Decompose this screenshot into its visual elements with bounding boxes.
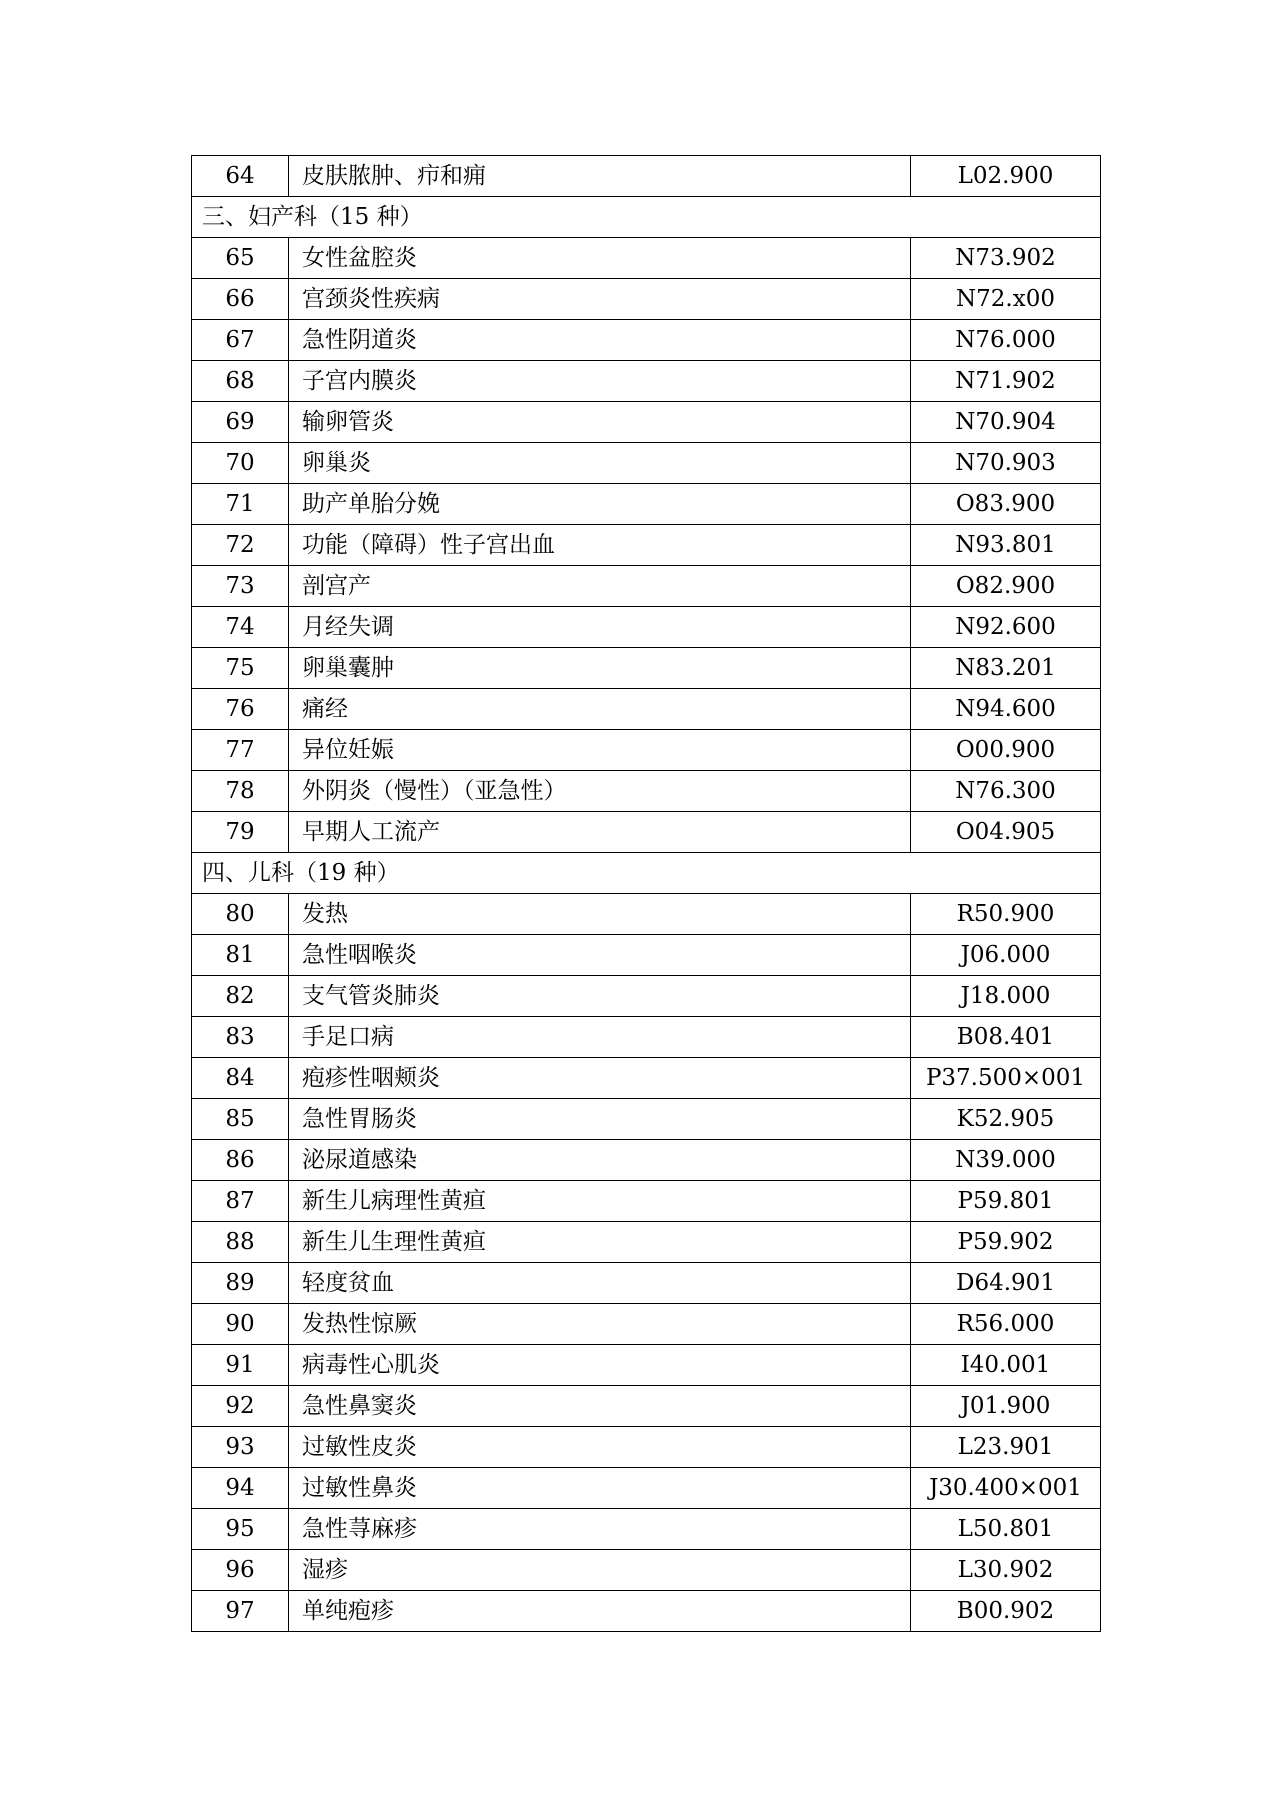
disease-code: N76.000 [911,320,1101,361]
disease-name: 皮肤脓肿、疖和痈 [289,156,911,197]
table-row [192,1509,1101,1550]
row-number: 84 [192,1058,289,1099]
disease-name: 子宫内膜炎 [289,361,911,402]
row-number: 75 [192,648,289,689]
disease-name: 急性胃肠炎 [289,1099,911,1140]
disease-name: 宫颈炎性疾病 [289,279,911,320]
section-row [192,853,1101,894]
disease-name: 月经失调 [289,607,911,648]
disease-code: N70.904 [911,402,1101,443]
table-row [192,607,1101,648]
table-row [192,771,1101,812]
disease-code: L50.801 [911,1509,1101,1550]
disease-name: 支气管炎肺炎 [289,976,911,1017]
disease-code: R56.000 [911,1304,1101,1345]
table-row [192,238,1101,279]
table-row [192,894,1101,935]
disease-name: 急性咽喉炎 [289,935,911,976]
disease-code: O04.905 [911,812,1101,853]
row-number: 72 [192,525,289,566]
table-row [192,1386,1101,1427]
disease-name: 发热 [289,894,911,935]
disease-name: 过敏性鼻炎 [289,1468,911,1509]
section-heading: 四、儿科（19 种） [192,853,1101,894]
disease-name: 手足口病 [289,1017,911,1058]
row-number: 68 [192,361,289,402]
table-row [192,402,1101,443]
row-number: 92 [192,1386,289,1427]
disease-code: N76.300 [911,771,1101,812]
disease-code: O00.900 [911,730,1101,771]
table-row [192,361,1101,402]
disease-code: P59.902 [911,1222,1101,1263]
row-number: 70 [192,443,289,484]
disease-name: 过敏性皮炎 [289,1427,911,1468]
row-number: 64 [192,156,289,197]
disease-code: N71.902 [911,361,1101,402]
disease-code: N92.600 [911,607,1101,648]
disease-name: 外阴炎（慢性）（亚急性） [289,771,911,812]
table-row [192,156,1101,197]
disease-name: 轻度贫血 [289,1263,911,1304]
disease-code: O82.900 [911,566,1101,607]
disease-name: 剖宫产 [289,566,911,607]
disease-name: 异位妊娠 [289,730,911,771]
row-number: 78 [192,771,289,812]
disease-code: K52.905 [911,1099,1101,1140]
table-row [192,443,1101,484]
disease-code: J18.000 [911,976,1101,1017]
row-number: 85 [192,1099,289,1140]
row-number: 73 [192,566,289,607]
row-number: 81 [192,935,289,976]
table-row [192,935,1101,976]
disease-code: B08.401 [911,1017,1101,1058]
row-number: 83 [192,1017,289,1058]
disease-code: L30.902 [911,1550,1101,1591]
row-number: 71 [192,484,289,525]
row-number: 82 [192,976,289,1017]
row-number: 77 [192,730,289,771]
disease-code: N73.902 [911,238,1101,279]
table-row [192,1222,1101,1263]
row-number: 91 [192,1345,289,1386]
disease-name: 新生儿病理性黄疸 [289,1181,911,1222]
disease-name: 新生儿生理性黄疸 [289,1222,911,1263]
disease-name: 女性盆腔炎 [289,238,911,279]
disease-name: 卵巢炎 [289,443,911,484]
table-row [192,1345,1101,1386]
row-number: 94 [192,1468,289,1509]
section-row [192,197,1101,238]
disease-name: 急性鼻窦炎 [289,1386,911,1427]
table-row [192,525,1101,566]
table-row [192,484,1101,525]
table-row [192,1140,1101,1181]
row-number: 97 [192,1591,289,1632]
table-row [192,1591,1101,1632]
disease-code: N93.801 [911,525,1101,566]
table-row [192,1427,1101,1468]
disease-code: N39.000 [911,1140,1101,1181]
disease-code: O83.900 [911,484,1101,525]
row-number: 93 [192,1427,289,1468]
disease-name: 助产单胎分娩 [289,484,911,525]
table-row [192,1058,1101,1099]
disease-code: N72.x00 [911,279,1101,320]
disease-code-table [191,155,1101,1632]
disease-name: 功能（障碍）性子宫出血 [289,525,911,566]
row-number: 66 [192,279,289,320]
table-row [192,1304,1101,1345]
table-row [192,976,1101,1017]
disease-name: 单纯疱疹 [289,1591,911,1632]
table-row [192,1550,1101,1591]
disease-name: 卵巢囊肿 [289,648,911,689]
disease-code: P37.500×001 [911,1058,1101,1099]
disease-code: N94.600 [911,689,1101,730]
table-row [192,279,1101,320]
table-row [192,730,1101,771]
disease-name: 病毒性心肌炎 [289,1345,911,1386]
disease-name: 痛经 [289,689,911,730]
disease-name: 急性荨麻疹 [289,1509,911,1550]
disease-code: N70.903 [911,443,1101,484]
disease-code: D64.901 [911,1263,1101,1304]
table-row [192,812,1101,853]
table-row [192,1017,1101,1058]
row-number: 89 [192,1263,289,1304]
row-number: 67 [192,320,289,361]
disease-code: P59.801 [911,1181,1101,1222]
table-row [192,320,1101,361]
section-heading: 三、妇产科（15 种） [192,197,1101,238]
table-row [192,689,1101,730]
disease-name: 输卵管炎 [289,402,911,443]
row-number: 87 [192,1181,289,1222]
disease-code: L02.900 [911,156,1101,197]
row-number: 95 [192,1509,289,1550]
table-row [192,648,1101,689]
disease-name: 急性阴道炎 [289,320,911,361]
disease-name: 疱疹性咽颊炎 [289,1058,911,1099]
disease-code: J30.400×001 [911,1468,1101,1509]
row-number: 74 [192,607,289,648]
row-number: 90 [192,1304,289,1345]
row-number: 80 [192,894,289,935]
disease-code: I40.001 [911,1345,1101,1386]
disease-code: R50.900 [911,894,1101,935]
row-number: 79 [192,812,289,853]
row-number: 65 [192,238,289,279]
table-row [192,1181,1101,1222]
row-number: 88 [192,1222,289,1263]
table-row [192,1468,1101,1509]
table-body [192,156,1101,1632]
disease-name: 早期人工流产 [289,812,911,853]
disease-code: J01.900 [911,1386,1101,1427]
disease-code: J06.000 [911,935,1101,976]
row-number: 76 [192,689,289,730]
disease-name: 湿疹 [289,1550,911,1591]
disease-code: B00.902 [911,1591,1101,1632]
row-number: 69 [192,402,289,443]
row-number: 86 [192,1140,289,1181]
table-row [192,1099,1101,1140]
disease-code: L23.901 [911,1427,1101,1468]
table-row [192,1263,1101,1304]
table-row [192,566,1101,607]
disease-name: 泌尿道感染 [289,1140,911,1181]
disease-name: 发热性惊厥 [289,1304,911,1345]
row-number: 96 [192,1550,289,1591]
disease-code: N83.201 [911,648,1101,689]
